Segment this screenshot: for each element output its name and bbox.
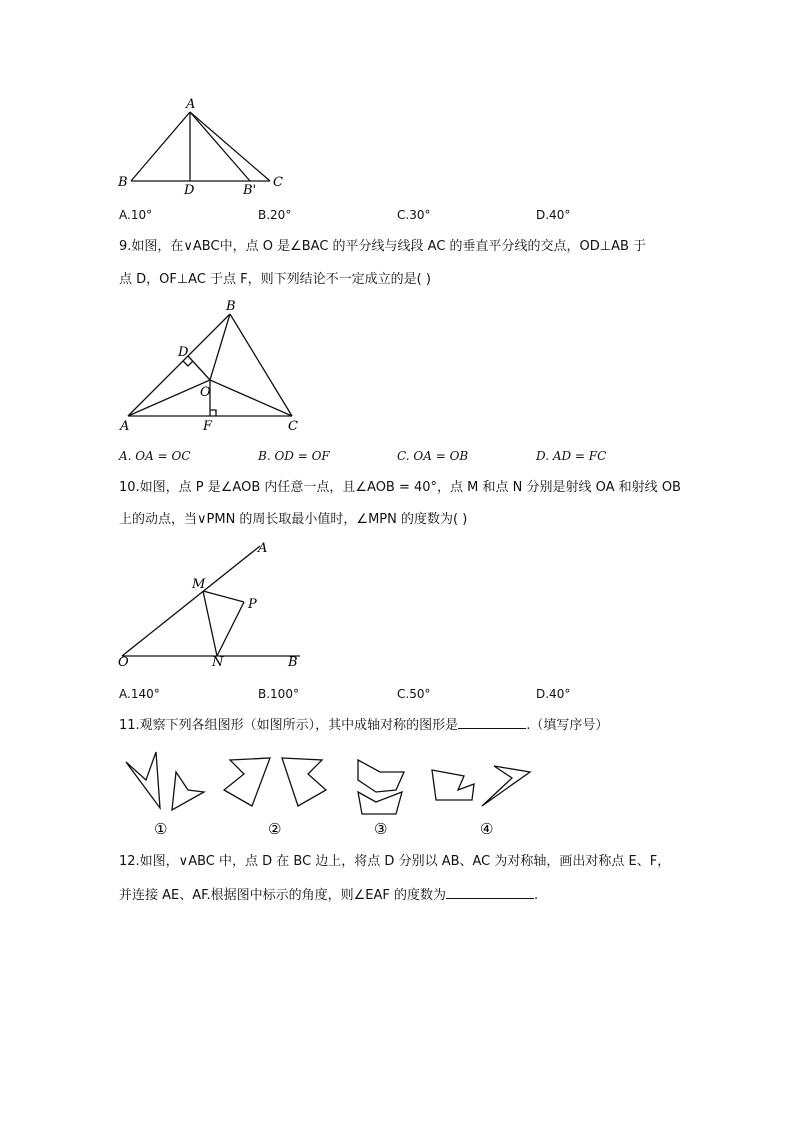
q9-option-d: D. AD = FC <box>536 449 607 463</box>
q11-fig4-right-shape <box>482 766 530 806</box>
q9-segment-co <box>210 380 292 416</box>
q11-label-3: ③ <box>374 820 388 838</box>
q11-question <box>119 716 608 735</box>
q10-label-n: N <box>212 655 224 670</box>
q9-side-bc <box>230 314 292 416</box>
q10-option-c: C.50° <box>397 687 431 701</box>
q10-question-line2: 上的动点，当∨PMN 的周长取最小值时，∠MPN 的度数为( ) <box>119 512 468 527</box>
q11-question-suffix: .（填写序号） <box>526 718 609 733</box>
q8-label-c: C <box>273 175 283 190</box>
q12-question-text: 并连接 AE、AF.根据图中标示的角度，则∠EAF 的度数为 <box>119 888 447 903</box>
q12-answer-blank[interactable] <box>446 886 534 899</box>
q8-label-a: A <box>186 97 196 112</box>
q9-label-d: D <box>178 345 189 360</box>
q12-question-suffix: . <box>534 888 539 903</box>
q12-question-line1: 12.如图，∨ABC 中，点 D 在 BC 边上，将点 D 分别以 AB、AC 为对称轴，画出对称点 E、F， <box>119 854 671 869</box>
q9-label-b: B <box>226 299 236 314</box>
q8-label-b: B <box>118 175 128 190</box>
q8-option-b: B.20° <box>258 208 292 222</box>
q11-fig1-right-shape <box>172 772 204 810</box>
q10-label-a: A <box>258 541 268 556</box>
q11-fig3-bottom-shape <box>358 792 402 814</box>
q11-label-1: ① <box>154 820 168 838</box>
q9-label-f: F <box>203 419 213 434</box>
q11-fig2-right-shape <box>282 758 326 806</box>
q8-option-a: A.10° <box>119 208 153 222</box>
q9-right-angle-f <box>210 410 216 416</box>
q11-symmetry-figures <box>112 748 552 840</box>
q10-question-line1: 10.如图，点 P 是∠AOB 内任意一点，且∠AOB = 40°，点 M 和点 N 分别是射线 OA 和射线 OB <box>119 480 681 495</box>
q10-segment-pn <box>217 602 244 656</box>
q10-label-p: P <box>248 597 257 612</box>
q9-question-line1: 9.如图，在∨ABC中，点 O 是∠BAC 的平分线与线段 AC 的垂直平分线的交点，OD⊥AB 于 <box>119 239 647 254</box>
q10-label-m: M <box>192 577 206 592</box>
q8-option-d: D.40° <box>536 208 571 222</box>
q10-option-d: D.40° <box>536 687 571 701</box>
q9-option-c: C. OA = OB <box>397 449 469 463</box>
q9-label-o: O <box>200 385 211 400</box>
q10-label-o: O <box>118 655 129 670</box>
q10-option-b: B.100° <box>258 687 299 701</box>
q10-label-b: B <box>288 655 298 670</box>
q11-fig3-top-shape <box>358 760 404 792</box>
q8-triangle-figure <box>110 96 300 196</box>
q11-fig4-left-shape <box>432 770 474 800</box>
q11-label-2: ② <box>268 820 282 838</box>
q9-option-b: B. OD = OF <box>258 449 330 463</box>
q11-fig1-left-shape <box>126 752 160 808</box>
q9-segment-od <box>188 356 210 380</box>
q9-triangle-figure <box>112 296 312 434</box>
q9-option-a: A. OA = OC <box>119 449 191 463</box>
q8-side-ac <box>190 112 270 181</box>
q8-label-d: D <box>184 183 195 196</box>
q9-right-angle-d <box>183 361 193 366</box>
q11-question-text: 11.观察下列各组图形（如图所示），其中成轴对称的图形是 <box>119 718 459 733</box>
q10-segment-mn <box>203 591 217 656</box>
q11-fig2-left-shape <box>224 758 270 806</box>
q8-side-ab <box>131 112 190 181</box>
q11-answer-blank[interactable] <box>458 716 526 729</box>
q9-label-a: A <box>120 419 130 434</box>
q10-segment-mp <box>203 591 244 602</box>
q11-label-4: ④ <box>480 820 494 838</box>
q8-label-bprime: B' <box>243 183 257 196</box>
q8-segment-abp <box>190 112 250 181</box>
q10-angle-figure <box>112 536 312 670</box>
q9-question-line2: 点 D，OF⊥AC 于点 F，则下列结论不一定成立的是( ) <box>119 272 431 287</box>
q12-question-line2 <box>119 886 538 905</box>
q9-segment-ao <box>128 380 210 416</box>
q10-option-a: A.140° <box>119 687 160 701</box>
q9-label-c: C <box>288 419 298 434</box>
q8-option-c: C.30° <box>397 208 431 222</box>
